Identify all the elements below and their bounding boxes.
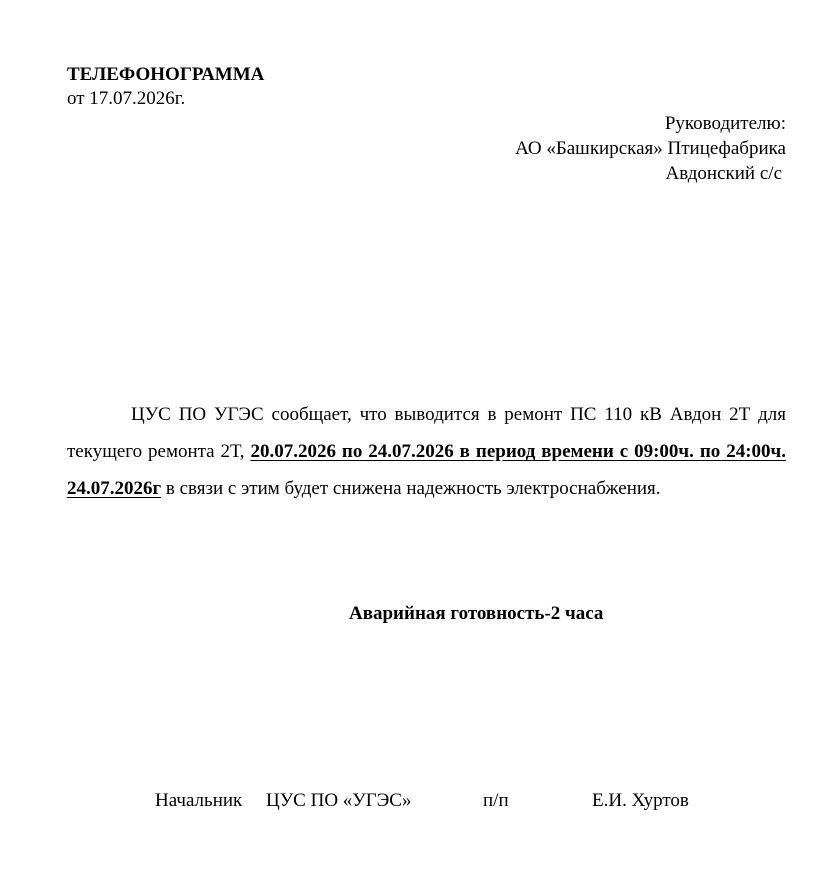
signature-block [155,789,755,815]
message-body [67,396,786,507]
document-date: от 17.07.2026г. [67,88,186,109]
addressee-role: Руководителю: [664,113,786,134]
signatory-name: Е.И. Хуртов [592,790,689,811]
signatory-position: Начальник [155,790,243,811]
emergency-readiness: Аварийная готовность-2 часа [349,603,604,624]
signature-mark: п/п [483,790,509,811]
addressee-locality: Авдонский с/с [665,163,782,184]
outage-period: 20.07.2026 по 24.07.2026 в период времени с 09:00ч. по 24:00ч. 24.07.2026г [67,441,786,499]
addressee-organization: АО «Башкирская» Птицефабрика [515,138,786,159]
document-title: ТЕЛЕФОНОГРАММА [67,64,265,85]
signatory-organization: ЦУС ПО «УГЭС» [266,790,412,811]
addressee-block [515,111,786,186]
message-body-intro: ЦУС ПО УГЭС сообщает, что выводится в ремонт ПС 110 кВ Авдон 2Т для текущего ремонта 2Т, [67,404,786,462]
message-body-consequence: в связи с этим будет снижена надежность электроснабжения. [161,478,661,499]
